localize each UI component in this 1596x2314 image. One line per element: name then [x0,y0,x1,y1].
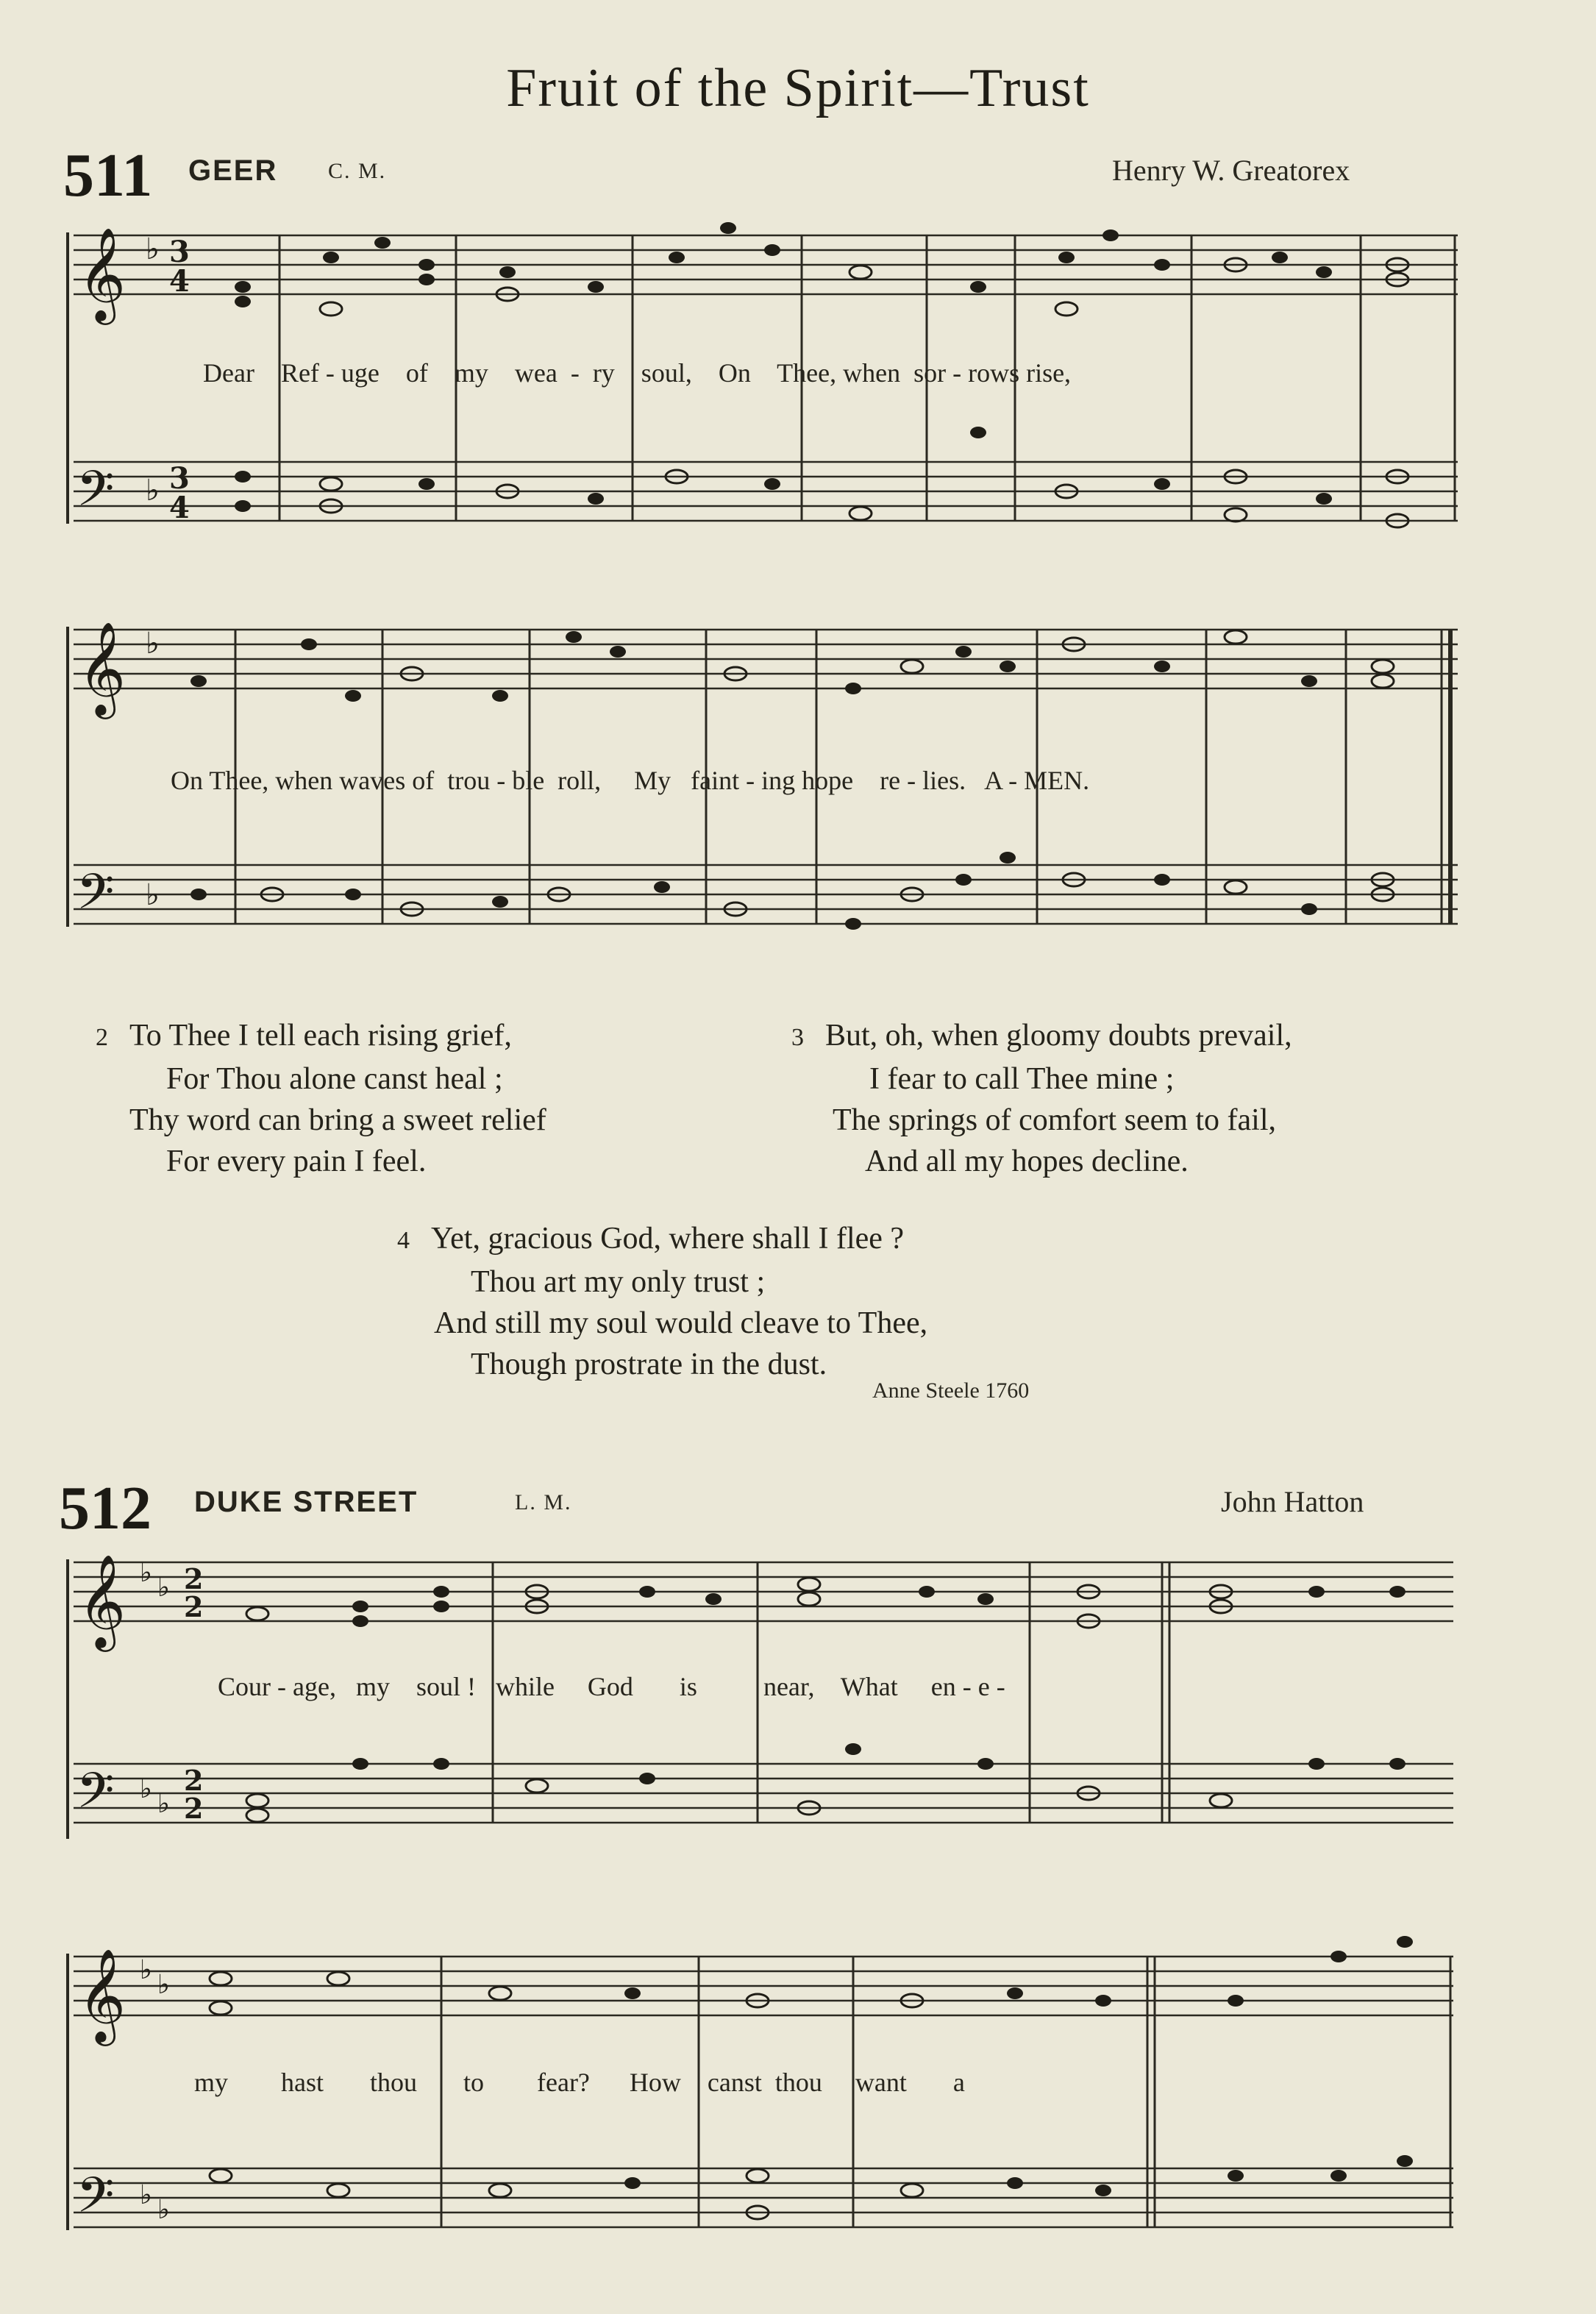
verse-line: The springs of comfort seem to fail, [833,1103,1277,1137]
svg-text:𝄞: 𝄞 [78,621,127,715]
verse-line: For Thou alone canst heal ; [166,1062,503,1096]
svg-text:♭: ♭ [140,1955,152,1985]
svg-text:♭: ♭ [140,1558,152,1588]
svg-text:𝄢: 𝄢 [76,864,115,932]
svg-text:♭: ♭ [140,1774,152,1804]
svg-text:2: 2 [184,1764,204,1797]
svg-text:3: 3 [169,461,190,496]
verse-line: Thou art my only trust ; [471,1265,766,1299]
svg-text:♭: ♭ [146,627,160,661]
meter: C. M. [328,159,387,183]
svg-text:2: 2 [184,1590,204,1623]
verse-line: Yet, gracious God, where shall I flee ? [431,1222,905,1256]
verse-line: I fear to call Thee mine ; [869,1062,1175,1096]
verse-line: Thy word can bring a sweet relief [129,1103,546,1137]
svg-text:4: 4 [169,491,190,525]
svg-text:♭: ♭ [157,1789,170,1819]
verse-line: For every pain I feel. [166,1144,427,1178]
verse-line: But, oh, when gloomy doubts prevail, [825,1019,1292,1053]
svg-text:♭: ♭ [157,1970,170,2000]
verse-number: 3 [791,1024,804,1051]
author-attribution: Anne Steele 1760 [872,1378,1030,1403]
svg-text:♭: ♭ [157,2195,170,2225]
tune-name: DUKE STREET [194,1486,418,1518]
svg-text:𝄞: 𝄞 [78,1948,127,2042]
svg-text:♭: ♭ [146,878,160,912]
composer: Henry W. Greatorex [1112,154,1350,187]
svg-text:𝄢: 𝄢 [76,2167,115,2235]
verse-number: 4 [397,1227,410,1254]
lyrics-511-line1: Dear Ref - uge of my wea - ry soul, On Thee, when sor - rows rise, [203,358,1072,388]
svg-text:𝄞: 𝄞 [78,1553,127,1648]
verse-line: And still my soul would cleave to Thee, [434,1306,928,1340]
svg-text:𝄢: 𝄢 [76,1762,115,1831]
lyrics-512-line2: my hast thou to fear? How canst thou want a [194,2068,965,2097]
svg-text:2: 2 [184,1792,204,1825]
meter: L. M. [515,1490,572,1514]
svg-text:♭: ♭ [146,232,160,266]
svg-text:♭: ♭ [157,1573,170,1603]
svg-text:♭: ♭ [140,2180,152,2210]
svg-text:4: 4 [169,264,190,299]
svg-text:3: 3 [169,235,190,269]
verse-line: Though prostrate in the dust. [471,1348,827,1381]
page-title: Fruit of the Spirit—Trust [506,58,1090,118]
hymn-number: 511 [63,141,153,210]
svg-text:𝄢: 𝄢 [76,460,115,529]
tune-name: GEER [188,154,278,187]
svg-text:𝄞: 𝄞 [78,227,127,321]
verse-number: 2 [96,1024,108,1051]
verse-line: And all my hopes decline. [865,1144,1189,1178]
lyrics-512-line1: Cour - age, my soul ! while God is near, What en - e - [218,1672,1005,1701]
verse-line: To Thee I tell each rising grief, [129,1019,512,1053]
svg-text:♭: ♭ [146,474,160,508]
svg-text:2: 2 [184,1562,204,1595]
lyrics-511-line2: On Thee, when waves of trou - ble roll, My faint - ing hope re - lies. A - MEN. [171,766,1090,795]
composer: John Hatton [1221,1485,1364,1518]
hymn-number: 512 [59,1474,152,1542]
